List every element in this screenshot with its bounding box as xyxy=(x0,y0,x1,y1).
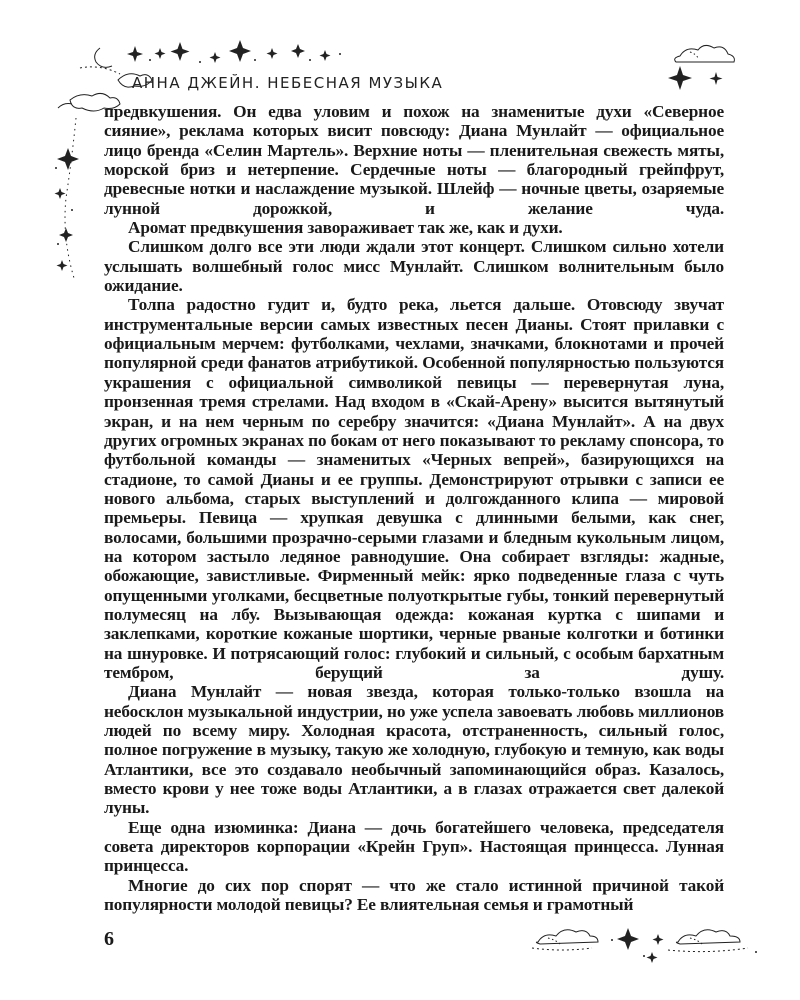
bottom-cloud-garland-icon xyxy=(528,912,768,972)
paragraph: Слишком долго все эти люди ждали этот концерт. Слишком сильно хотели услышать волшебный голос мисс Мунлайт. Слишком волнительным было ожидание. xyxy=(104,237,724,296)
running-header: АННА ДЖЕЙН. НЕБЕСНАЯ МУЗЫКА xyxy=(132,74,444,92)
paragraph: Еще одна изюминка: Диана — дочь богатейшего человека, председателя совета директоров корпорации «Крейн Груп». Настоящая принцесса. Лунная принцесса. xyxy=(104,817,724,876)
paragraph: Диана Мунлайт — новая звезда, которая только-только взошла на небосклон музыкальной индустрии, но уже успела завоевать любовь миллионов людей по всему миру. Холодная красота, отстраненность, сильный голос, полное погружение в музыку, такую же холодную, глубокую и темную, как воды Атлантики, все это создавало необычный запоминающийся образ. Казалось, вместо крови у нее тоже воды Атлантики, а в глазах отражается свет далекой луны. xyxy=(104,682,724,818)
page-number: 6 xyxy=(104,928,114,950)
paragraph: предвкушения. Он едва уловим и похож на знаменитые духи «Северное сияние», реклама которых висит повсюду: Диана Мунлайт — официальное лицо бренда «Селин Мартель». Верхние ноты — пленительная свежесть мяты, морской бриз и нетерпение. Сердечные ноты — благородный грейпфрут, древесные нотки и наслаждение музыкой. Шлейф — ночные цветы, озаряемые лунной дорожкой, и желание чуда. xyxy=(104,102,724,218)
paragraph: Многие до сих пор спорят — что же стало истинной причиной такой популярности молодой певицы? Ее влиятельная семья и грамотный xyxy=(104,875,724,915)
paragraph: Толпа радостно гудит и, будто река, льется дальше. Отовсюду звучат инструментальные версии самых известных песен Дианы. Стоят прилавки с официальным мерчем: футболками, чехлами, значками, блокнотами и прочей популярной среди фанатов атрибутикой. Особенной популярностью пользуются украшения с официальной символикой певицы — перевернутая луна, пронзенная тремя стрелами. Над входом в «Скай-Арену» высится вытянутый экран, и на нем черным по серебру значится: «Диана Мунлайт». А на двух других огромных экранах по бокам от него показывают то рекламу спонсора, то футбольной команды — знаменитых «Черных вепрей», базирующихся на стадионе, то самой Дианы и ее группы. Демонстрируют отрывки с записи ее нового альбома, старых выступлений и долгожданного клипа — мировой премьеры. Певица — хрупкая девушка с длинными белыми, как снег, волосами, большими прозрачно-серыми глазами и бледным кукольным лицом, на котором застыло ледяное равнодушие. Она собирает взгляды: жадные, обожающие, завистливые. Фирменный мейк: ярко подведенные глаза с чуть опущенными уголками, бесцветные полуоткрытые губы, тонкий перевернутый полумесяц на лбу. Вызывающая одежда: кожаная куртка с шипами и заклепками, короткие кожаные шортики, черные рваные колготки и ботинки на шнуровке. И потрясающий голос: глубокий и сильный, с особым бархатным тембром, берущий за душу. xyxy=(104,295,724,682)
body-text xyxy=(104,102,724,914)
paragraph: Аромат предвкушения завораживает так же, как и духи. xyxy=(128,218,563,238)
top-right-cloud-icon xyxy=(660,34,770,104)
